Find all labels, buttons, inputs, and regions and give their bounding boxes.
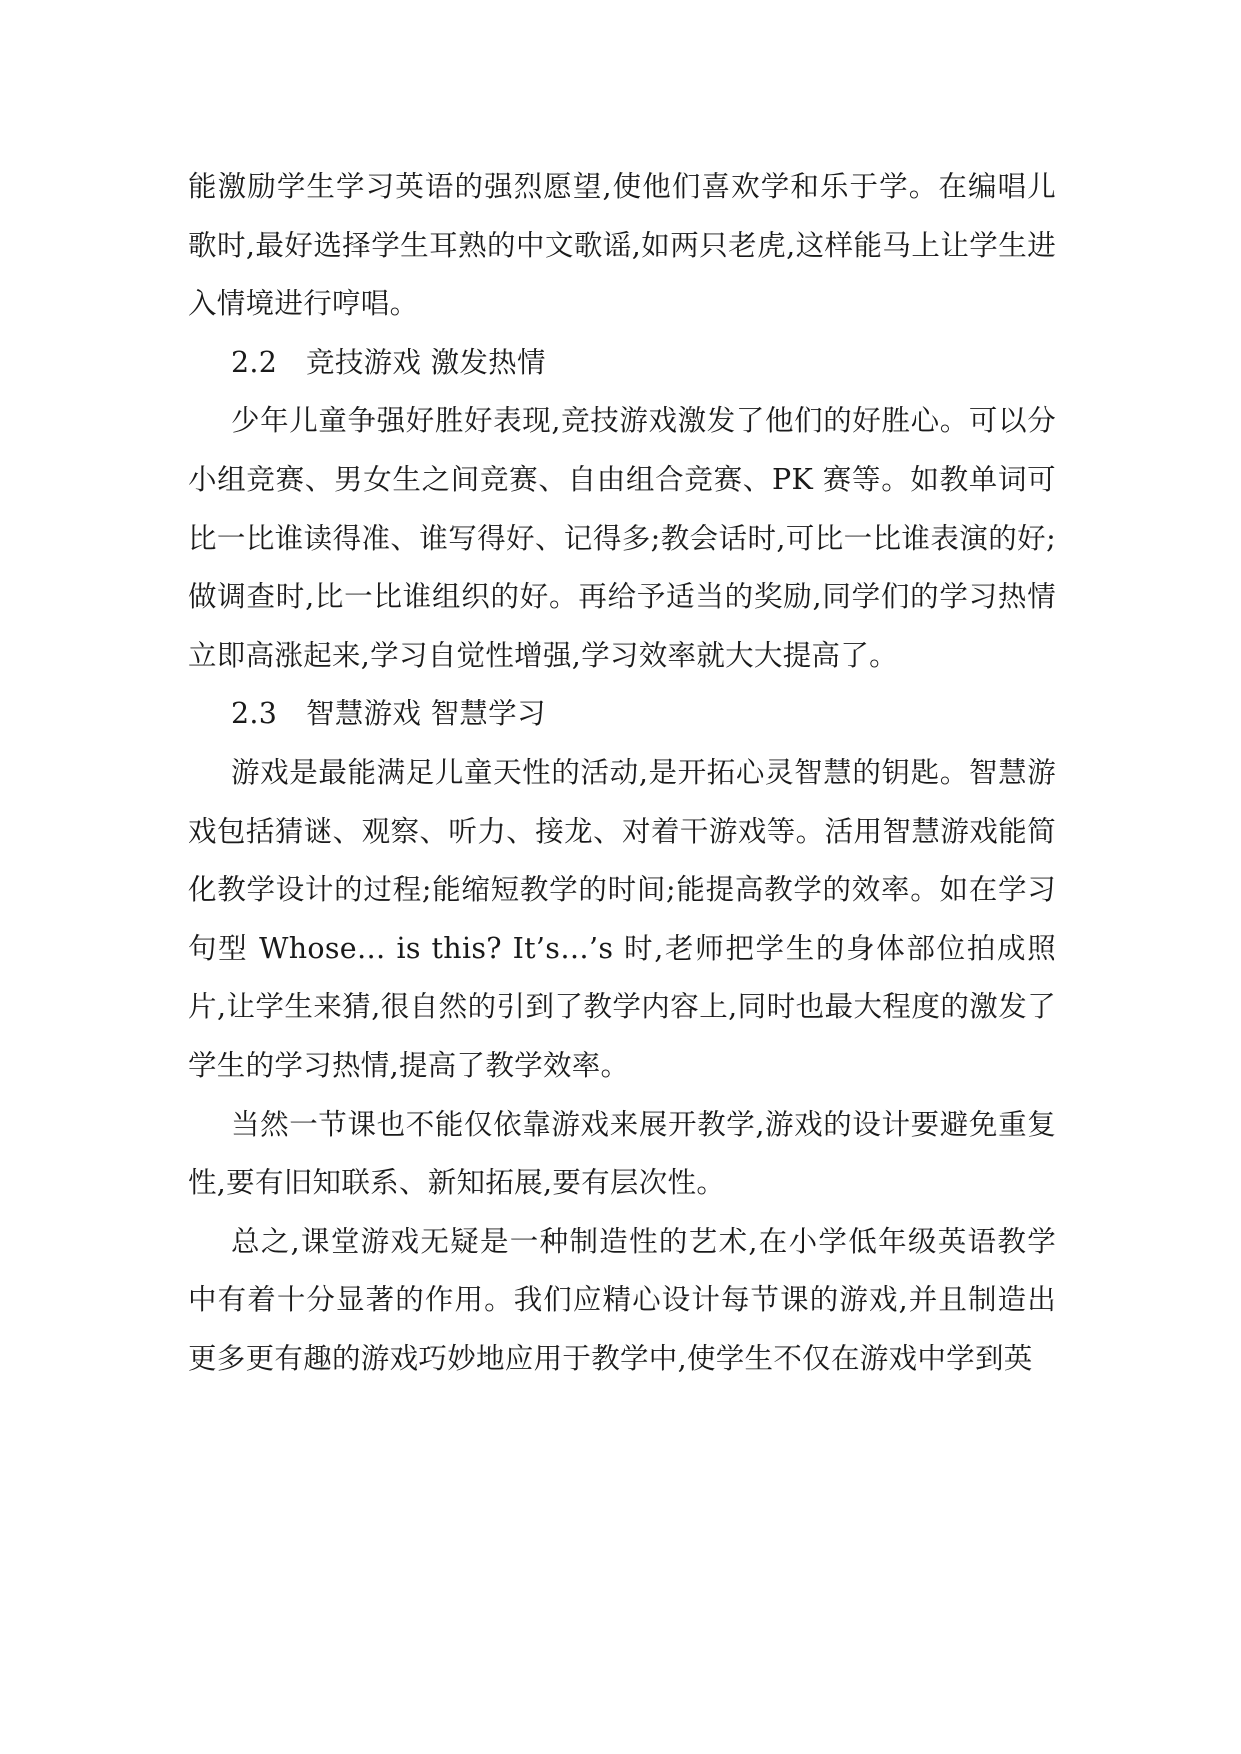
paragraph-wisdom-games: 游戏是最能满足儿童天性的活动,是开拓心灵智慧的钥匙。智慧游戏包括猜谜、观察、听力、接龙、对着干游戏等。活用智慧游戏能简化教学设计的过程;能缩短教学的时间;能提高教学的效率。如在学习句型 Whose… is this? It’s…’s 时,老师把学生的身体部位拍成照片,让学生来猜,很自然的引到了教学内容上,同时也最大程度的激发了学生的学习热情,提高了教学效率。	[188, 755, 1056, 1082]
paragraph-continued: 能激励学生学习英语的强烈愿望,使他们喜欢学和乐于学。在编唱儿歌时,最好选择学生耳熟的中文歌谣,如两只老虎,这样能马上让学生进入情境进行哼唱。	[188, 170, 1056, 321]
section-heading-2-2: 2.2 竞技游戏 激发热情	[231, 345, 546, 379]
body-text	[188, 158, 1056, 1388]
section-heading-2-3: 2.3 智慧游戏 智慧学习	[231, 697, 546, 731]
paragraph-conclusion: 总之,课堂游戏无疑是一种制造性的艺术,在小学低年级英语教学中有着十分显著的作用。我们应精心设计每节课的游戏,并且制造出更多更有趣的游戏巧妙地应用于教学中,使学生不仅在游戏中学到英	[188, 1224, 1056, 1375]
paragraph-competitive-games: 少年儿童争强好胜好表现,竞技游戏激发了他们的好胜心。可以分小组竞赛、男女生之间竞赛、自由组合竞赛、PK 赛等。如教单词可比一比谁读得准、谁写得好、记得多;教会话时,可比一比谁表演的好;做调查时,比一比谁组织的好。再给予适当的奖励,同学们的学习热情立即高涨起来,学习自觉性增强,学习效率就大大提高了。	[188, 404, 1056, 672]
paragraph-caveat: 当然一节课也不能仅依靠游戏来展开教学,游戏的设计要避免重复性,要有旧知联系、新知拓展,要有层次性。	[188, 1107, 1056, 1200]
